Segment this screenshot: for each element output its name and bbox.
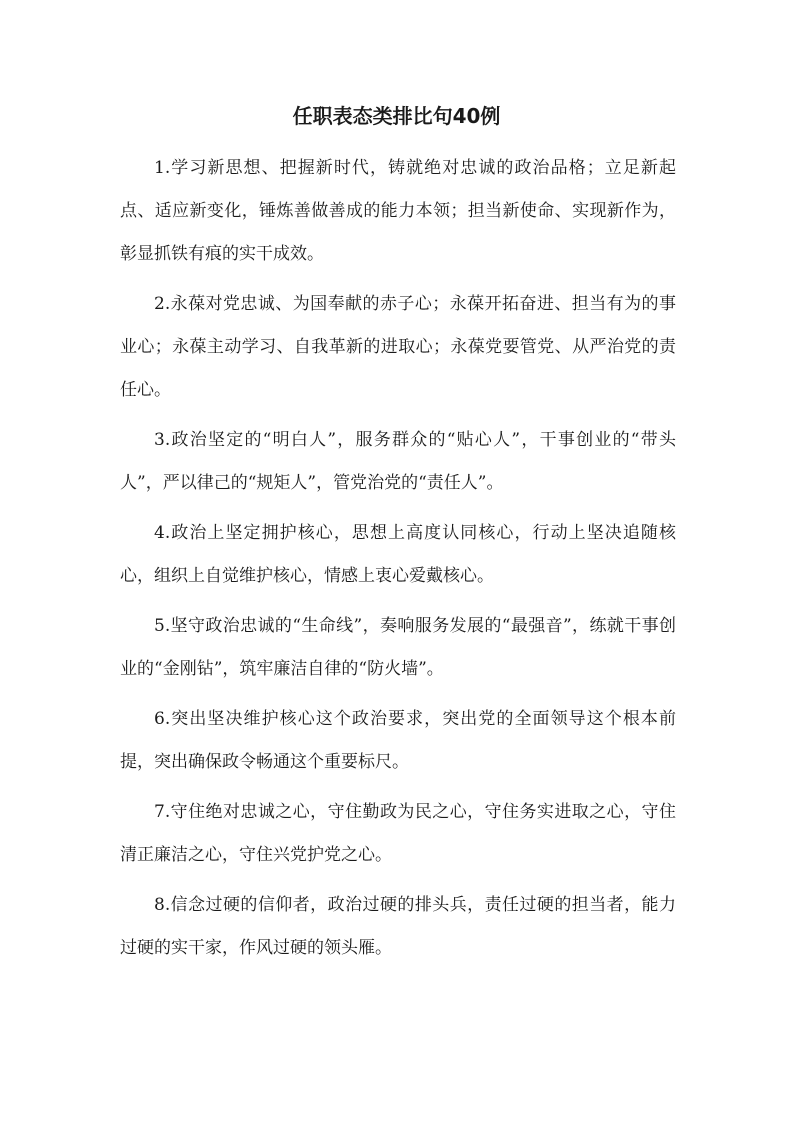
paragraph-4: 4.政治上坚定拥护核心，思想上高度认同核心，行动上坚决追随核心，组织上自觉维护核心，情感上衷心爱戴核心。 bbox=[120, 523, 676, 586]
paragraph-7: 7.守住绝对忠诚之心，守住勤政为民之心，守住务实进取之心，守住清正廉洁之心，守住兴党护党之心。 bbox=[120, 802, 676, 865]
paragraph-8: 8.信念过硬的信仰者，政治过硬的排头兵，责任过硬的担当者，能力过硬的实干家，作风过硬的领头雁。 bbox=[120, 895, 676, 958]
paragraph-1: 1.学习新思想、把握新时代，铸就绝对忠诚的政治品格；立足新起点、适应新变化，锤炼善做善成的能力本领；担当新使命、实现新作为，彰显抓铁有痕的实干成效。 bbox=[120, 158, 676, 264]
paragraph-6: 6.突出坚决维护核心这个政治要求，突出党的全面领导这个根本前提，突出确保政令畅通这个重要标尺。 bbox=[120, 709, 676, 772]
document-body bbox=[120, 147, 676, 977]
document-title: 任职表态类排比句40例 bbox=[292, 104, 501, 128]
paragraph-2: 2.永葆对党忠诚、为国奉献的赤子心；永葆开拓奋进、担当有为的事业心；永葆主动学习、自我革新的进取心；永葆党要管党、从严治党的责任心。 bbox=[120, 294, 676, 400]
paragraph-3: 3.政治坚定的“明白人”，服务群众的“贴心人”，干事创业的“带头人”，严以律己的“规矩人”，管党治党的“责任人”。 bbox=[120, 430, 676, 493]
paragraph-5: 5.坚守政治忠诚的“生命线”，奏响服务发展的“最强音”，练就干事创业的“金刚钻”，筑牢廉洁自律的“防火墙”。 bbox=[120, 616, 676, 679]
